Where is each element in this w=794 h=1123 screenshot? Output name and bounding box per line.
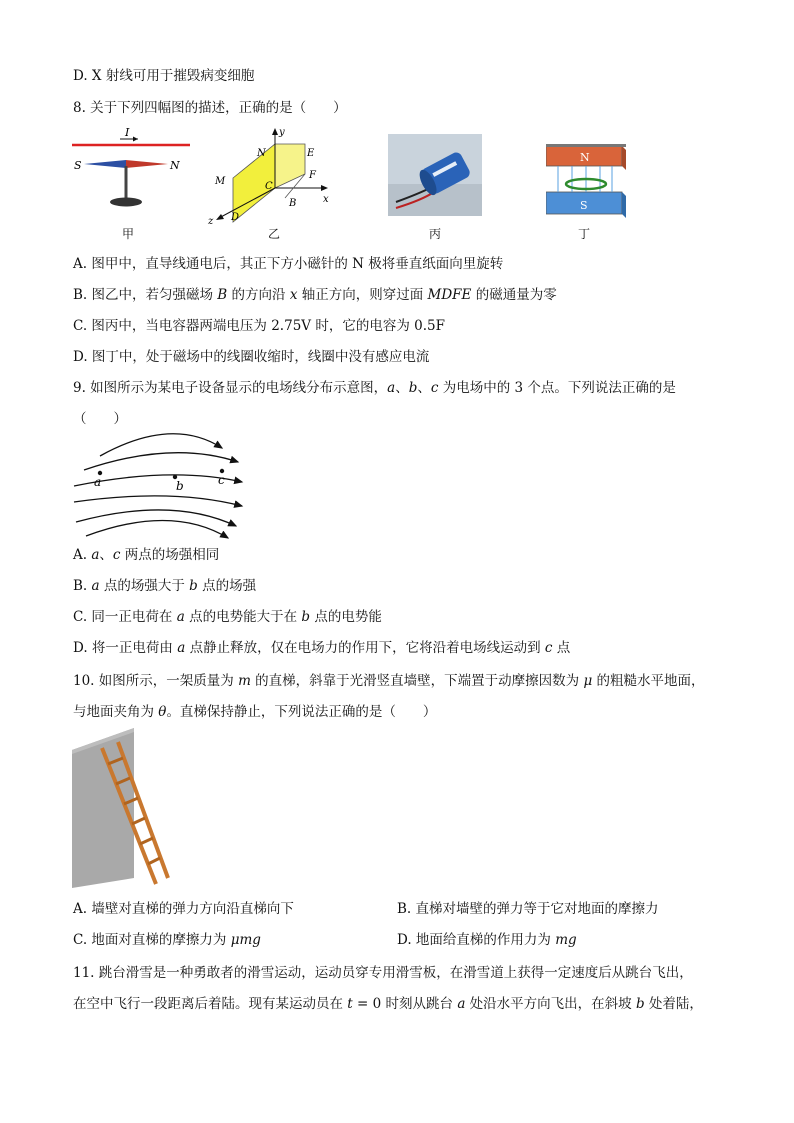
field-line-6 (86, 520, 228, 538)
fig-ding-caption: 丁 (577, 227, 590, 241)
text: D. 地面给直梯的作用力为 (397, 932, 556, 948)
field-line-5 (76, 510, 236, 526)
text: 点的电势能 (310, 609, 382, 625)
q9-option-b (73, 577, 256, 595)
ladder-rung (148, 858, 160, 864)
var-b: b (635, 996, 645, 1012)
var-b: b (408, 380, 418, 396)
var-theta: θ (158, 704, 167, 720)
q8-stem: 8. 关于下列四幅图的描述，正确的是（ ） (73, 100, 347, 116)
text: 点静止释放，仅在电场力的作用下，它将沿着电场线运动到 (185, 640, 545, 656)
fig-yi-caption: 乙 (267, 227, 280, 241)
label-f: F (309, 170, 316, 181)
var-a: a (457, 996, 466, 1012)
var-c: c (544, 640, 553, 656)
var-m: m (238, 673, 251, 689)
current-label: I (125, 128, 130, 139)
text: A. (73, 547, 92, 563)
fig-ladder-against-wall (72, 728, 172, 890)
var-a: a (177, 640, 186, 656)
text: D. 将一正电荷由 (73, 640, 178, 656)
text: 、 (395, 380, 409, 396)
var-t: t (347, 996, 353, 1012)
text: 处沿水平方向飞出，在斜坡 (465, 996, 636, 1012)
q10-option-b: B. 直梯对墙壁的弹力等于它对地面的摩擦力 (397, 901, 659, 917)
var-a: a (91, 578, 100, 594)
needle-north-half (126, 160, 168, 168)
text: 为电场中的 3 个点。下列说法正确的是 (438, 380, 676, 396)
text: 的磁通量为零 (471, 287, 557, 303)
label-x: x (323, 194, 329, 205)
z-axis-head (216, 214, 224, 220)
label-c: C (265, 181, 273, 192)
text: B. (73, 578, 92, 594)
q11-line1: 11. 跳台滑雪是一种勇敢者的滑雪运动，运动员穿专用滑雪板，在滑雪道上获得一定速度后从跳台飞出， (73, 965, 693, 981)
x-axis-head (321, 185, 328, 191)
text: 轴正方向，则穿过面 (297, 287, 428, 303)
q8-option-b (73, 286, 557, 304)
field-line-1 (100, 434, 222, 456)
label-z: z (208, 216, 214, 224)
text: 的粗糙水平地面， (592, 673, 705, 689)
q11-line2 (73, 995, 703, 1013)
label-b: b (176, 479, 184, 493)
text: 10. 如图所示，一架质量为 (73, 673, 239, 689)
label-n: N (257, 148, 266, 159)
field-line-4 (74, 496, 242, 506)
needle-s-label: S (74, 159, 82, 172)
label-m: M (215, 176, 226, 187)
fig-electric-field-lines (72, 430, 248, 540)
fig-yi-magnetic-flux (205, 126, 335, 224)
var-mg: mg (555, 932, 577, 948)
var-mu: μ (583, 673, 593, 689)
text: C. 地面对直梯的摩擦力为 (73, 932, 231, 948)
text: 的直梯，斜靠于光滑竖直墙壁，下端置于动摩擦因数为 (250, 673, 584, 689)
text: 。直梯保持静止，下列说法正确的是（ ） (166, 704, 437, 720)
text: 处着陆， (644, 996, 703, 1012)
needle-n-label: N (170, 159, 180, 172)
text: C. 同一正电荷在 (73, 609, 177, 625)
var-a: a (91, 547, 100, 563)
q8-option-c: C. 图丙中，当电容器两端电压为 2.75V 时，它的电容为 0.5F (73, 318, 445, 334)
magnet-top-edge (546, 144, 626, 147)
current-arrow-head (133, 137, 138, 142)
var-a: a (176, 609, 185, 625)
q9-stem (73, 379, 676, 397)
plane-top (275, 144, 305, 188)
text: 点的场强大于 (99, 578, 190, 594)
var-b: b (189, 578, 198, 594)
text: 在空中飞行一段距离后着陆。现有某运动员在 (73, 996, 348, 1012)
y-axis-head (272, 128, 278, 135)
q7-option-d: D. X 射线可用于摧毁病变细胞 (73, 68, 255, 84)
text: 两点的场强相同 (120, 547, 220, 563)
q10-option-c (73, 931, 261, 949)
q10-stem-line2 (73, 703, 436, 721)
magnet-north-side (622, 146, 626, 170)
q8-option-d: D. 图丁中，处于磁场中的线圈收缩时，线圈中没有感应电流 (73, 349, 430, 365)
field-line-2 (84, 453, 238, 470)
ladder-rung (140, 838, 153, 844)
text: = 0 时刻从跳台 (352, 996, 458, 1012)
needle-base (110, 198, 142, 207)
var-x: x (289, 287, 298, 303)
label-c: c (218, 473, 225, 487)
text: 与地面夹角为 (73, 704, 159, 720)
magnet-s-label: S (580, 199, 588, 212)
label-d: D (231, 212, 240, 223)
fig-ding-magnet-coil (546, 144, 628, 218)
text: 、 (417, 380, 431, 396)
q8-option-a: A. 图甲中，直导线通电后，其正下方小磁针的 N 极将垂直纸面向里旋转 (73, 256, 504, 272)
label-b: B (289, 198, 297, 209)
var-c: c (430, 380, 439, 396)
q10-stem-line1 (73, 672, 705, 690)
fig-jia-wire-compass (72, 128, 192, 214)
var-b: b (301, 609, 311, 625)
text: 的方向沿 (227, 287, 290, 303)
needle-south-half (84, 160, 126, 168)
fig-bing-caption: 丙 (428, 227, 441, 241)
q9-paren: （ ） (73, 411, 127, 427)
var-c: c (112, 547, 121, 563)
text: 、 (99, 547, 113, 563)
text: 点的场强 (197, 578, 257, 594)
q9-option-d (73, 639, 570, 657)
magnet-south-side (622, 192, 626, 218)
text: B. 图乙中，若匀强磁场 (73, 287, 218, 303)
text: 点的电势能大于在 (184, 609, 302, 625)
var-mdfe: MDFE (427, 287, 472, 303)
q10-option-d (397, 931, 577, 949)
text: 9. 如图所示为某电子设备显示的电场线分布示意图， (73, 380, 388, 396)
var-b: B (217, 287, 228, 303)
label-y: y (279, 127, 285, 138)
q9-option-c (73, 608, 382, 626)
q9-option-a (73, 546, 219, 564)
fig-jia-caption: 甲 (121, 227, 134, 241)
label-e: E (307, 148, 315, 159)
fig-bing-capacitor-photo (388, 134, 482, 216)
var-mu-mg: μmg (230, 932, 261, 948)
label-a: a (94, 475, 102, 489)
text: 点 (552, 640, 571, 656)
q10-option-a: A. 墙壁对直梯的弹力方向沿直梯向下 (73, 901, 294, 917)
var-a: a (387, 380, 396, 396)
magnet-n-label: N (580, 151, 590, 164)
